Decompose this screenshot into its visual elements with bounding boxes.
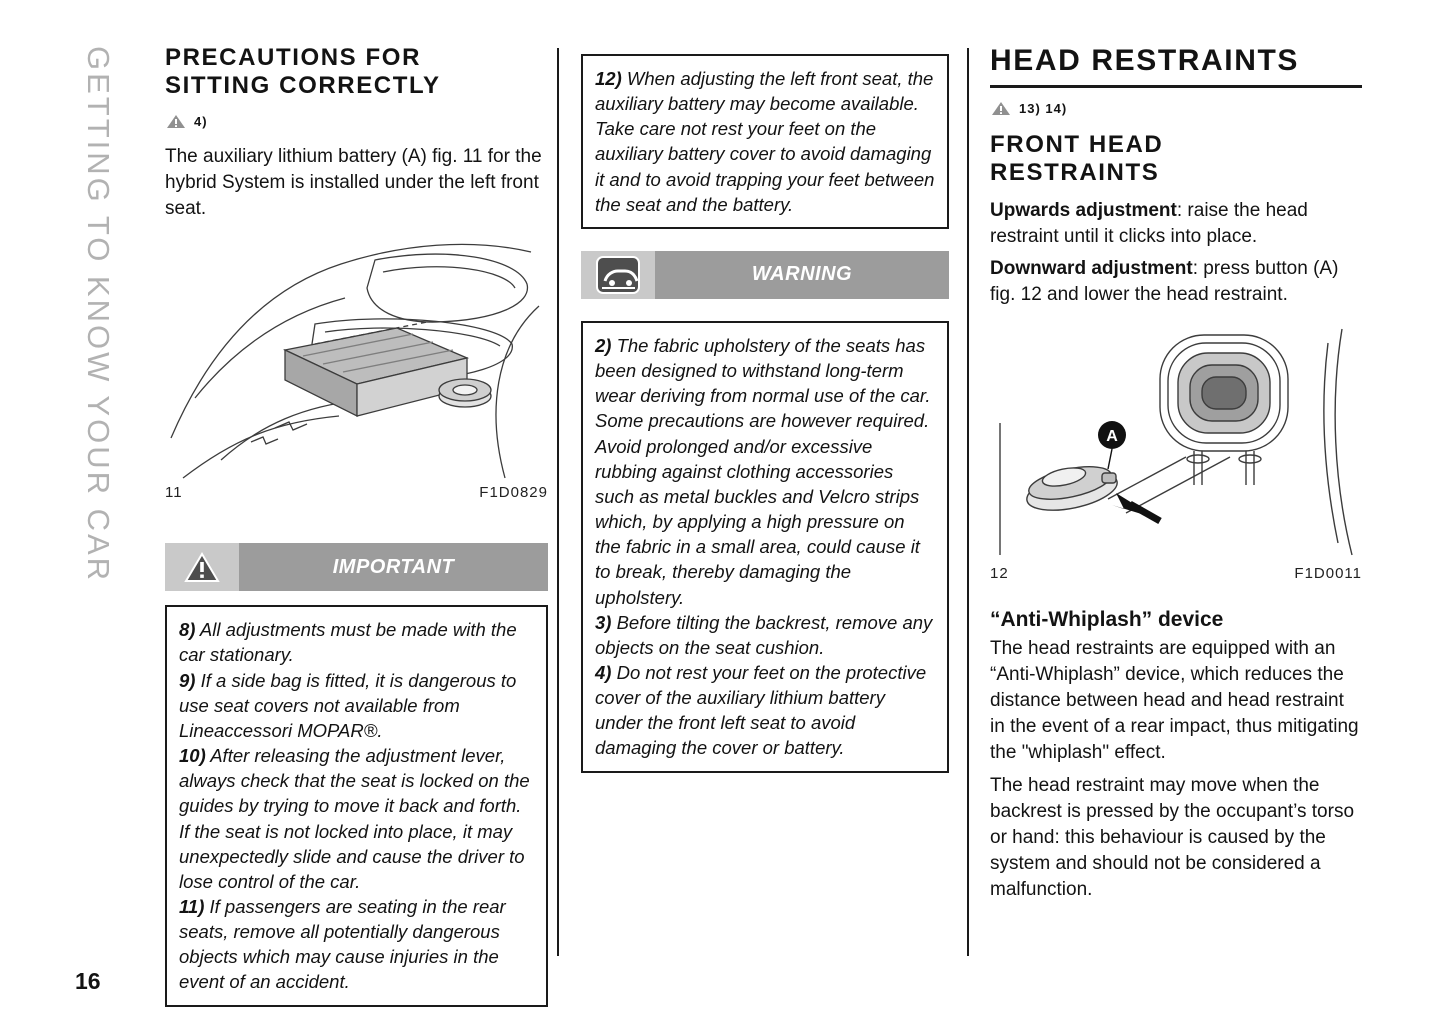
list-item: 10) After releasing the adjustment lever, always check that the seat is locked on the guides by trying to move it back and forth. If the seat is not locked into place, it may unexpectedly slide and cause the driver to lose control of the car. <box>179 745 530 892</box>
fig12-illustration <box>990 323 1362 561</box>
figure-number: 11 <box>165 484 183 502</box>
column-3 <box>990 44 1362 910</box>
fig11-illustration <box>165 228 548 480</box>
important-label: IMPORTANT <box>239 543 548 591</box>
list-item: 11) If passengers are seating in the rear seats, remove all potentially dangerous objects which may cause injuries in the event of an accident. <box>179 896 506 993</box>
figure-caption <box>165 484 548 501</box>
list-item: 4) Do not rest your feet on the protective cover of the auxiliary lithium battery under the front left seat to avoid damaging the cover or battery. <box>595 661 927 759</box>
reference-numbers: 13) 14) <box>1019 101 1068 116</box>
chapter-sidebar-label: GETTING TO KNOW YOUR CAR <box>81 46 116 584</box>
list-item: 8) All adjustments must be made with the car stationary. <box>179 619 517 666</box>
manual-warning-icon <box>165 113 187 130</box>
fig12-label-a: A <box>1106 427 1118 445</box>
paragraph: The head restraints are equipped with an “Anti-Whiplash” device, which reduces the distance between head and head restraint in the event of a rear impact, thus mitigating the "whiplash" effect. <box>990 637 1359 764</box>
column-divider <box>967 48 969 956</box>
reference-numbers: 4) <box>194 113 208 129</box>
column-2 <box>581 44 949 773</box>
subsection-heading: “Anti-Whiplash” device <box>990 607 1224 631</box>
figure-code: F1D0829 <box>479 484 548 502</box>
figure-caption <box>990 565 1362 582</box>
warning-triangle-icon <box>165 543 239 591</box>
reference-row <box>990 100 1362 117</box>
paragraph: The head restraint may move when the backrest is pressed by the occupant’s torso or hand: this behaviour is caused by the system and should not be considered a malfunction. <box>990 774 1355 901</box>
manual-warning-icon <box>990 100 1012 117</box>
section-heading: FRONT HEAD RESTRAINTS <box>990 131 1164 187</box>
figure-11 <box>165 228 548 501</box>
list-item: 12) When adjusting the left front seat, the auxiliary battery may become available. Take care not rest your feet on the auxiliary battery cover to avoid damaging it and to avoid trapping your feet between the seat and the battery. <box>595 68 935 215</box>
column-1 <box>165 44 548 1007</box>
warning-text-box-top <box>581 54 949 229</box>
warning-banner <box>581 251 949 299</box>
list-item: 9) If a side bag is fitted, it is dangerous to use seat covers not available from Lineaccessori MOPAR®. <box>179 669 517 741</box>
reference-row <box>165 113 548 130</box>
figure-12 <box>990 323 1362 582</box>
paragraph: Upwards adjustment: raise the head restraint until it clicks into place. <box>990 199 1308 247</box>
page-number: 16 <box>75 968 101 994</box>
intro-paragraph: The auxiliary lithium battery (A) fig. 11 for the hybrid System is installed under the left front seat. <box>165 145 542 220</box>
car-warning-icon <box>581 251 655 299</box>
figure-number: 12 <box>990 564 1009 582</box>
important-text-box <box>165 605 548 1006</box>
warning-label: WARNING <box>655 251 949 299</box>
list-item: 3) Before tilting the backrest, remove any objects on the seat cushion. <box>595 611 933 658</box>
chapter-heading: HEAD RESTRAINTS <box>990 44 1362 88</box>
section-heading: PRECAUTIONS FOR SITTING CORRECTLY <box>165 44 441 100</box>
warning-text-box-main <box>581 321 949 773</box>
column-divider <box>557 48 559 956</box>
list-item: 2) The fabric upholstery of the seats has been designed to withstand long-term wear deriving from normal use of the car. Some precautions are however required. Avoid prolonged and/or excessive rubbing against clothing accessories such as metal buckles and Velcro strips which, by applying a high pressure on the fabric in a small area, could cause it to break, thereby damaging the upholstery. <box>595 334 931 608</box>
important-banner <box>165 543 548 591</box>
paragraph: Downward adjustment: press button (A) fig. 12 and lower the head restraint. <box>990 258 1339 306</box>
figure-code: F1D0011 <box>1294 564 1362 582</box>
